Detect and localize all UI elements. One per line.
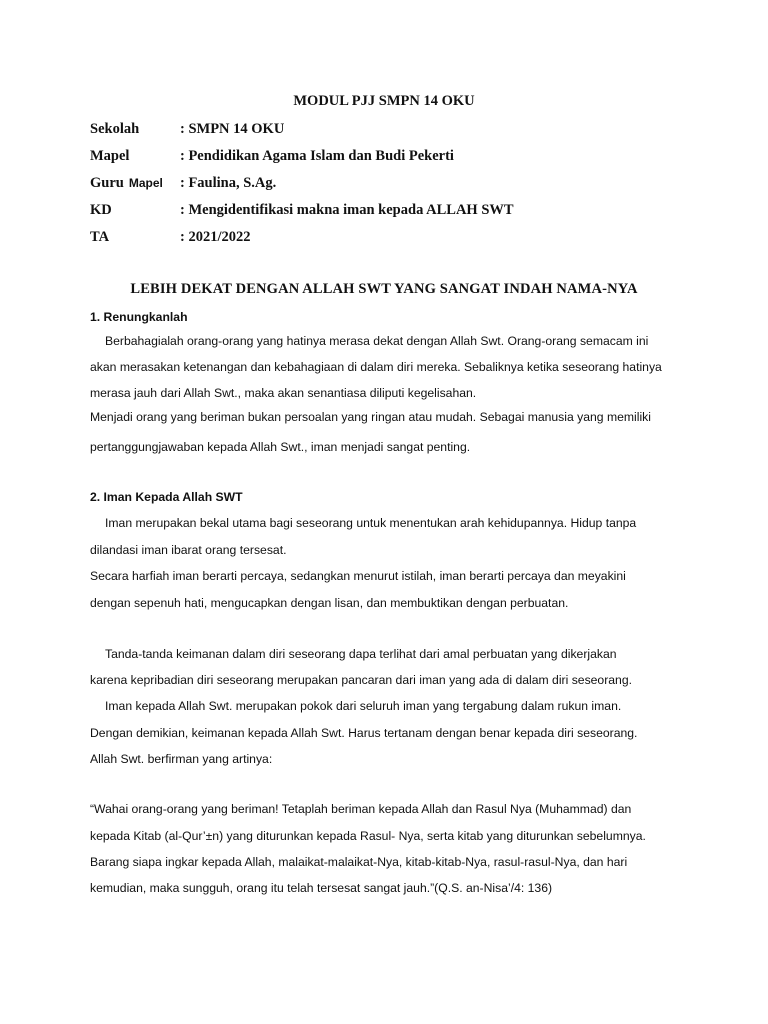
section-heading: 2. Iman Kepada Allah SWT <box>90 490 243 504</box>
info-value-sekolah: : SMPN 14 OKU <box>180 121 285 137</box>
paragraph-line: Berbahagialah orang-orang yang hatinya merasa dekat dengan Allah Swt. Orang-orang semacam ini <box>105 334 649 348</box>
paragraph-line: Dengan demikian, keimanan kepada Allah Swt. Harus tertanam dengan benar kepada diri seseorang. <box>90 726 638 740</box>
paragraph-line: dilandasi iman ibarat orang tersesat. <box>90 543 287 557</box>
paragraph-line: Tanda-tanda keimanan dalam diri seseorang dapa terlihat dari amal perbuatan yang dikerjakan <box>105 647 617 661</box>
section-heading: 1. Renungkanlah <box>90 310 188 324</box>
info-key-guru-sub: Mapel <box>128 176 163 190</box>
info-key-ta: TA <box>90 229 110 245</box>
info-key-kd: KD <box>90 202 112 218</box>
paragraph-line: Allah Swt. berfirman yang artinya: <box>90 752 273 766</box>
paragraph-line: pertanggungjawaban kepada Allah Swt., iman menjadi sangat penting. <box>90 440 471 454</box>
paragraph-line: dengan sepenuh hati, mengucapkan dengan lisan, dan membuktikan dengan perbuatan. <box>90 596 569 610</box>
module-title: MODUL PJJ SMPN 14 OKU <box>293 93 475 109</box>
paragraph-line: merasa jauh dari Allah Swt., maka akan senantiasa diliputi kegelisahan. <box>90 386 477 400</box>
paragraph-line: akan merasakan ketenangan dan kebahagiaan di dalam diri mereka. Sebaliknya ketika seseorang hatinya <box>90 360 662 374</box>
paragraph-line: Iman kepada Allah Swt. merupakan pokok dari seluruh iman yang tergabung dalam rukun iman. <box>105 699 622 713</box>
quote-line: kemudian, maka sungguh, orang itu telah tersesat sangat jauh.”(Q.S. an-Nisa’/4: 136) <box>90 881 553 895</box>
paragraph-line: Iman merupakan bekal utama bagi seseorang untuk menentukan arah kehidupannya. Hidup tanpa <box>105 516 637 530</box>
info-key-sekolah: Sekolah <box>90 121 140 137</box>
paragraph-line: Secara harfiah iman berarti percaya, sedangkan menurut istilah, iman berarti percaya dan meyakini <box>90 569 626 583</box>
info-value-kd: : Mengidentifikasi makna iman kepada ALLAH SWT <box>180 202 514 218</box>
info-key-guru-wrap <box>90 175 163 192</box>
info-key-guru: Guru <box>90 175 124 191</box>
info-key-mapel: Mapel <box>90 148 130 164</box>
paragraph-line: karena kepribadian diri seseorang merupakan pancaran dari iman yang ada di dalam diri seseorang. <box>90 673 632 687</box>
paragraph-line: Menjadi orang yang beriman bukan persoalan yang ringan atau mudah. Sebagai manusia yang memiliki <box>90 410 651 424</box>
main-heading: LEBIH DEKAT DENGAN ALLAH SWT YANG SANGAT INDAH NAMA-NYA <box>130 281 638 297</box>
info-value-guru: : Faulina, S.Ag. <box>180 175 277 191</box>
quote-line: Barang siapa ingkar kepada Allah, malaikat-malaikat-Nya, kitab-kitab-Nya, rasul-rasul-Nya, dan hari <box>90 855 628 869</box>
quote-line: “Wahai orang-orang yang beriman! Tetaplah beriman kepada Allah dan Rasul Nya (Muhammad) dan <box>90 802 632 816</box>
info-value-ta: : 2021/2022 <box>180 229 251 245</box>
info-value-mapel: : Pendidikan Agama Islam dan Budi Pekerti <box>180 148 454 164</box>
quote-line: kepada Kitab (al-Qur’±n) yang diturunkan kepada Rasul- Nya, serta kitab yang diturunkan sebelumnya. <box>90 829 646 843</box>
